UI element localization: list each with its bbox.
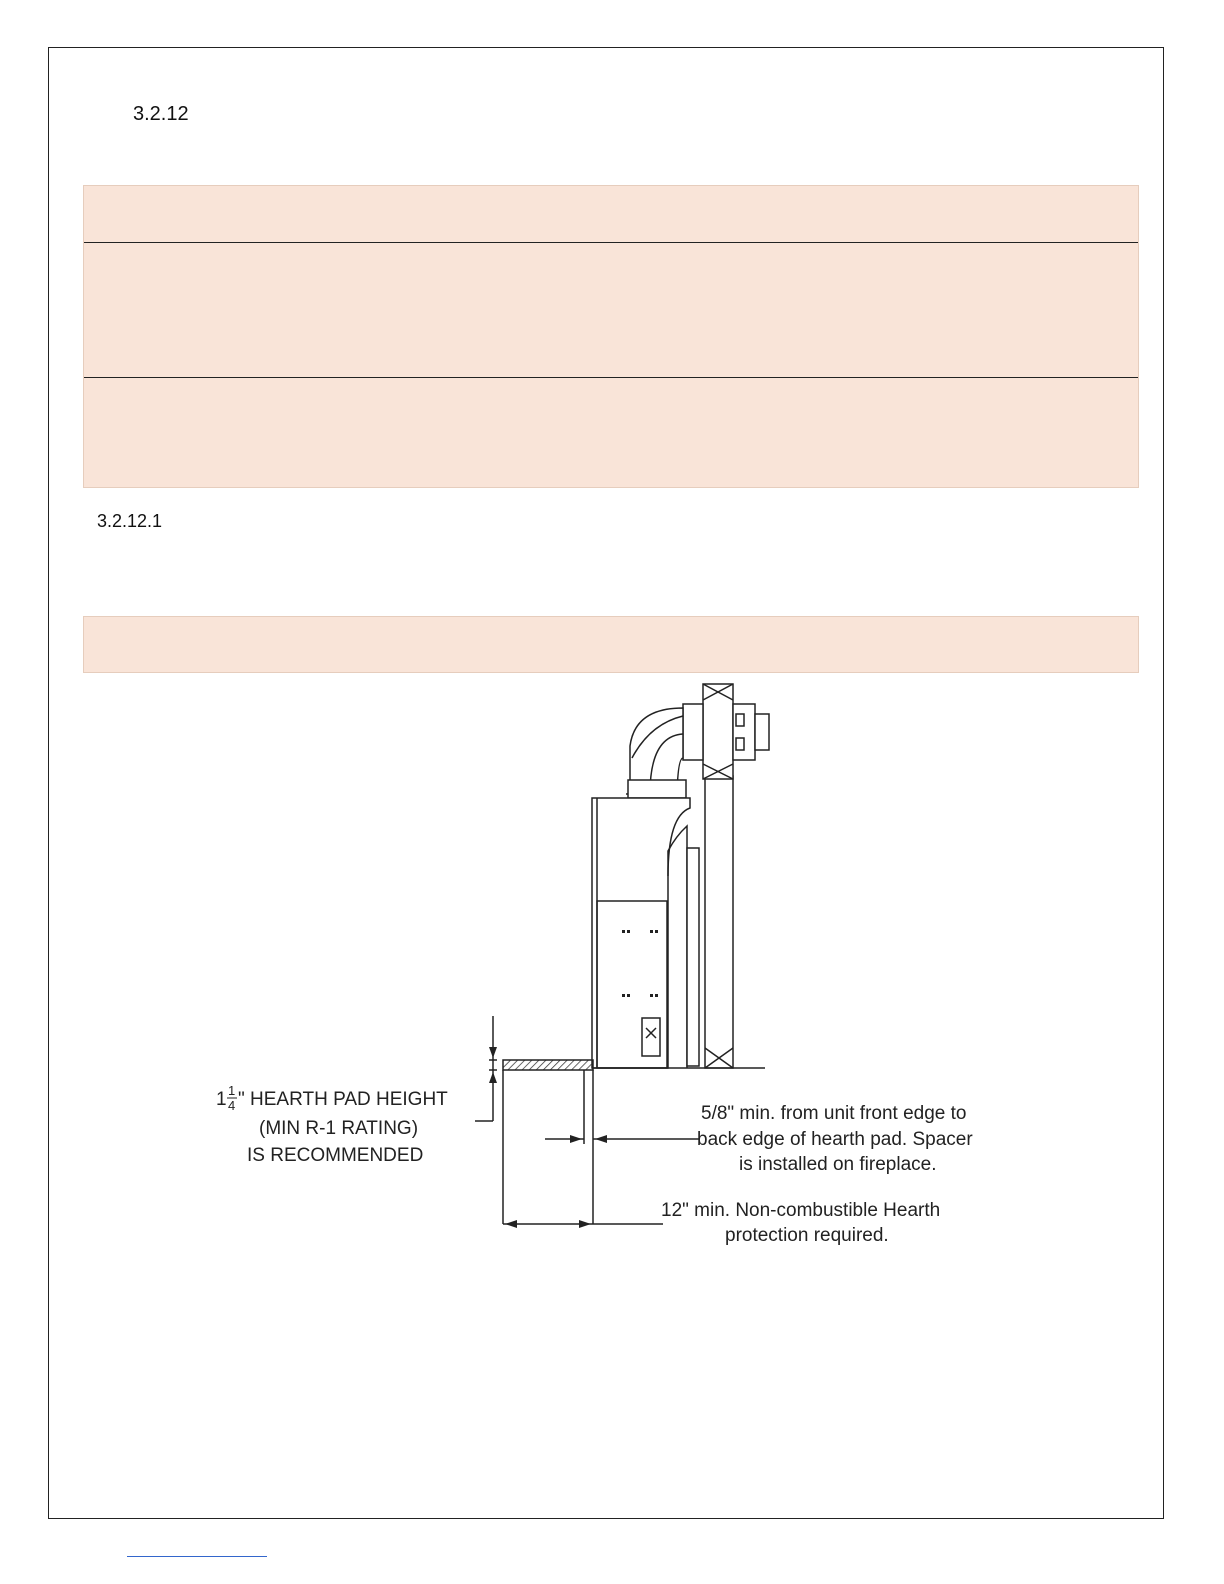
height-dimension	[475, 1016, 497, 1121]
hearth-label-line3: IS RECOMMENDED	[247, 1145, 424, 1166]
protection-label-line1: 12" min. Non-combustible Hearth	[661, 1200, 941, 1221]
arrow-left-icon	[505, 1220, 517, 1228]
footer-link-underline[interactable]	[127, 1556, 267, 1557]
section-number-3-2-12: 3.2.12	[133, 103, 189, 125]
section-number-3-2-12-1: 3.2.12.1	[97, 511, 163, 531]
vent-termination	[683, 684, 769, 779]
bolt-dot	[622, 994, 625, 997]
spacer-label-line2: back edge of hearth pad. Spacer	[697, 1129, 973, 1150]
vent-elbow-pipe	[626, 708, 686, 798]
spacer-label-line3: is installed on fireplace.	[739, 1154, 937, 1175]
hearth-height-denominator: 4	[228, 1098, 236, 1113]
hearth-label-line2: (MIN R-1 RATING)	[259, 1118, 419, 1139]
shaded-callout-table	[83, 185, 1139, 488]
spacer-label-line1: 5/8" min. from unit front edge to	[701, 1103, 967, 1124]
wall-section	[705, 776, 733, 1068]
hearth-height-whole: 1	[216, 1089, 227, 1110]
shaded-callout-bar	[83, 616, 1139, 673]
arrow-left-icon	[595, 1135, 607, 1143]
hearth-label-line1: " HEARTH PAD HEIGHT	[238, 1089, 448, 1110]
hearth-pad-diagram	[180, 676, 1040, 1266]
bolt-dot	[655, 994, 658, 997]
bolt-dot	[622, 930, 625, 933]
hearth-diagram-svg	[180, 676, 1040, 1266]
hearth-height-numerator: 1	[228, 1083, 236, 1098]
arrow-down-icon	[489, 1047, 497, 1058]
protection-label-line2: protection required.	[725, 1225, 889, 1246]
table-row-divider	[84, 377, 1138, 378]
bolt-dot	[650, 994, 653, 997]
bolt-dot	[627, 930, 630, 933]
arrow-right-icon	[570, 1135, 582, 1143]
arrow-up-icon	[489, 1072, 497, 1083]
hearth-pad	[503, 1060, 593, 1224]
arrow-right-icon	[579, 1220, 591, 1228]
bolt-dot	[650, 930, 653, 933]
bolt-dot	[627, 994, 630, 997]
table-row-divider	[84, 242, 1138, 243]
bolt-dot	[655, 930, 658, 933]
fireplace-unit	[592, 798, 699, 1068]
